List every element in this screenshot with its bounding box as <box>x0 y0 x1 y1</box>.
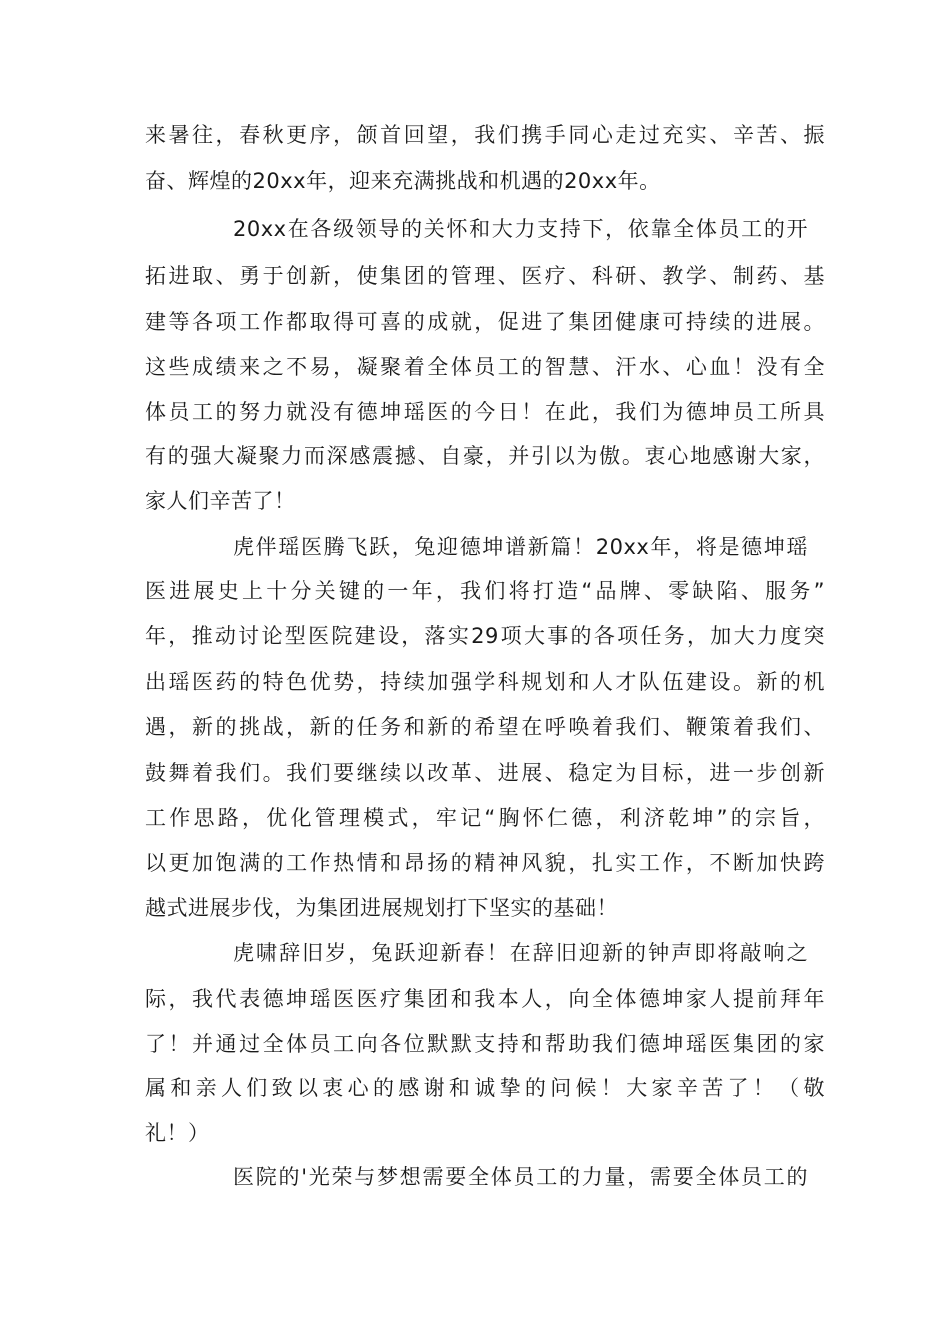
text-line: 遇，新的挑战，新的任务和新的希望在呼唤着我们、鞭策着我们、 <box>145 715 825 739</box>
text-line: 虎啸辞旧岁，兔跃迎新春！在辞旧迎新的钟声即将敲响之 <box>233 941 808 965</box>
text-line: 出瑶医药的特色优势，持续加强学科规划和人才队伍建设。新的机 <box>145 670 825 694</box>
text-line: 礼！） <box>145 1121 210 1145</box>
text-line: 20xx在各级领导的关怀和大力支持下，依靠全体员工的开 <box>233 217 808 241</box>
text-line: 虎伴瑶医腾飞跃，兔迎德坤谱新篇！20xx年，将是德坤瑶 <box>233 535 808 559</box>
text-line: 医院的'光荣与梦想需要全体员工的力量，需要全体员工的 <box>233 1165 808 1189</box>
text-line: 年，推动讨论型医院建设，落实29项大事的各项任务，加大力度突 <box>145 624 825 648</box>
text-line: 工作思路，优化管理模式，牢记“胸怀仁德，利济乾坤”的宗旨， <box>145 806 825 830</box>
text-line: 拓进取、勇于创新，使集团的管理、医疗、科研、教学、制药、基 <box>145 264 825 288</box>
text-line: 医进展史上十分关键的一年，我们将打造“品牌、零缺陷、服务” <box>145 579 825 603</box>
text-line: 鼓舞着我们。我们要继续以改革、进展、稳定为目标，进一步创新 <box>145 761 825 785</box>
text-line: 属和亲人们致以衷心的感谢和诚挚的问候！大家辛苦了！（敬 <box>145 1076 825 1100</box>
text-line: 以更加饱满的工作热情和昂扬的精神风貌，扎实工作，不断加快跨 <box>145 851 825 875</box>
text-line: 体员工的努力就没有德坤瑶医的今日！在此，我们为德坤员工所具 <box>145 400 825 424</box>
text-line: 来暑往，春秋更序，颌首回望，我们携手同心走过充实、辛苦、振 <box>145 123 825 147</box>
text-line: 建等各项工作都取得可喜的成就，促进了集团健康可持续的进展。 <box>145 310 825 334</box>
text-line: 越式进展步伐，为集团进展规划打下坚实的基础！ <box>145 896 618 920</box>
text-line: 有的强大凝聚力而深感震撼、自豪，并引以为傲。衷心地感谢大家， <box>145 444 825 468</box>
text-line: 这些成绩来之不易，凝聚着全体员工的智慧、汗水、心血！没有全 <box>145 355 825 379</box>
text-line: 奋、辉煌的20xx年，迎来充满挑战和机遇的20xx年。 <box>145 169 661 193</box>
text-line: 家人们辛苦了！ <box>145 489 296 513</box>
text-line: 了！并通过全体员工向各位默默支持和帮助我们德坤瑶医集团的家 <box>145 1032 825 1056</box>
text-line: 际，我代表德坤瑶医医疗集团和我本人，向全体德坤家人提前拜年 <box>145 987 825 1011</box>
